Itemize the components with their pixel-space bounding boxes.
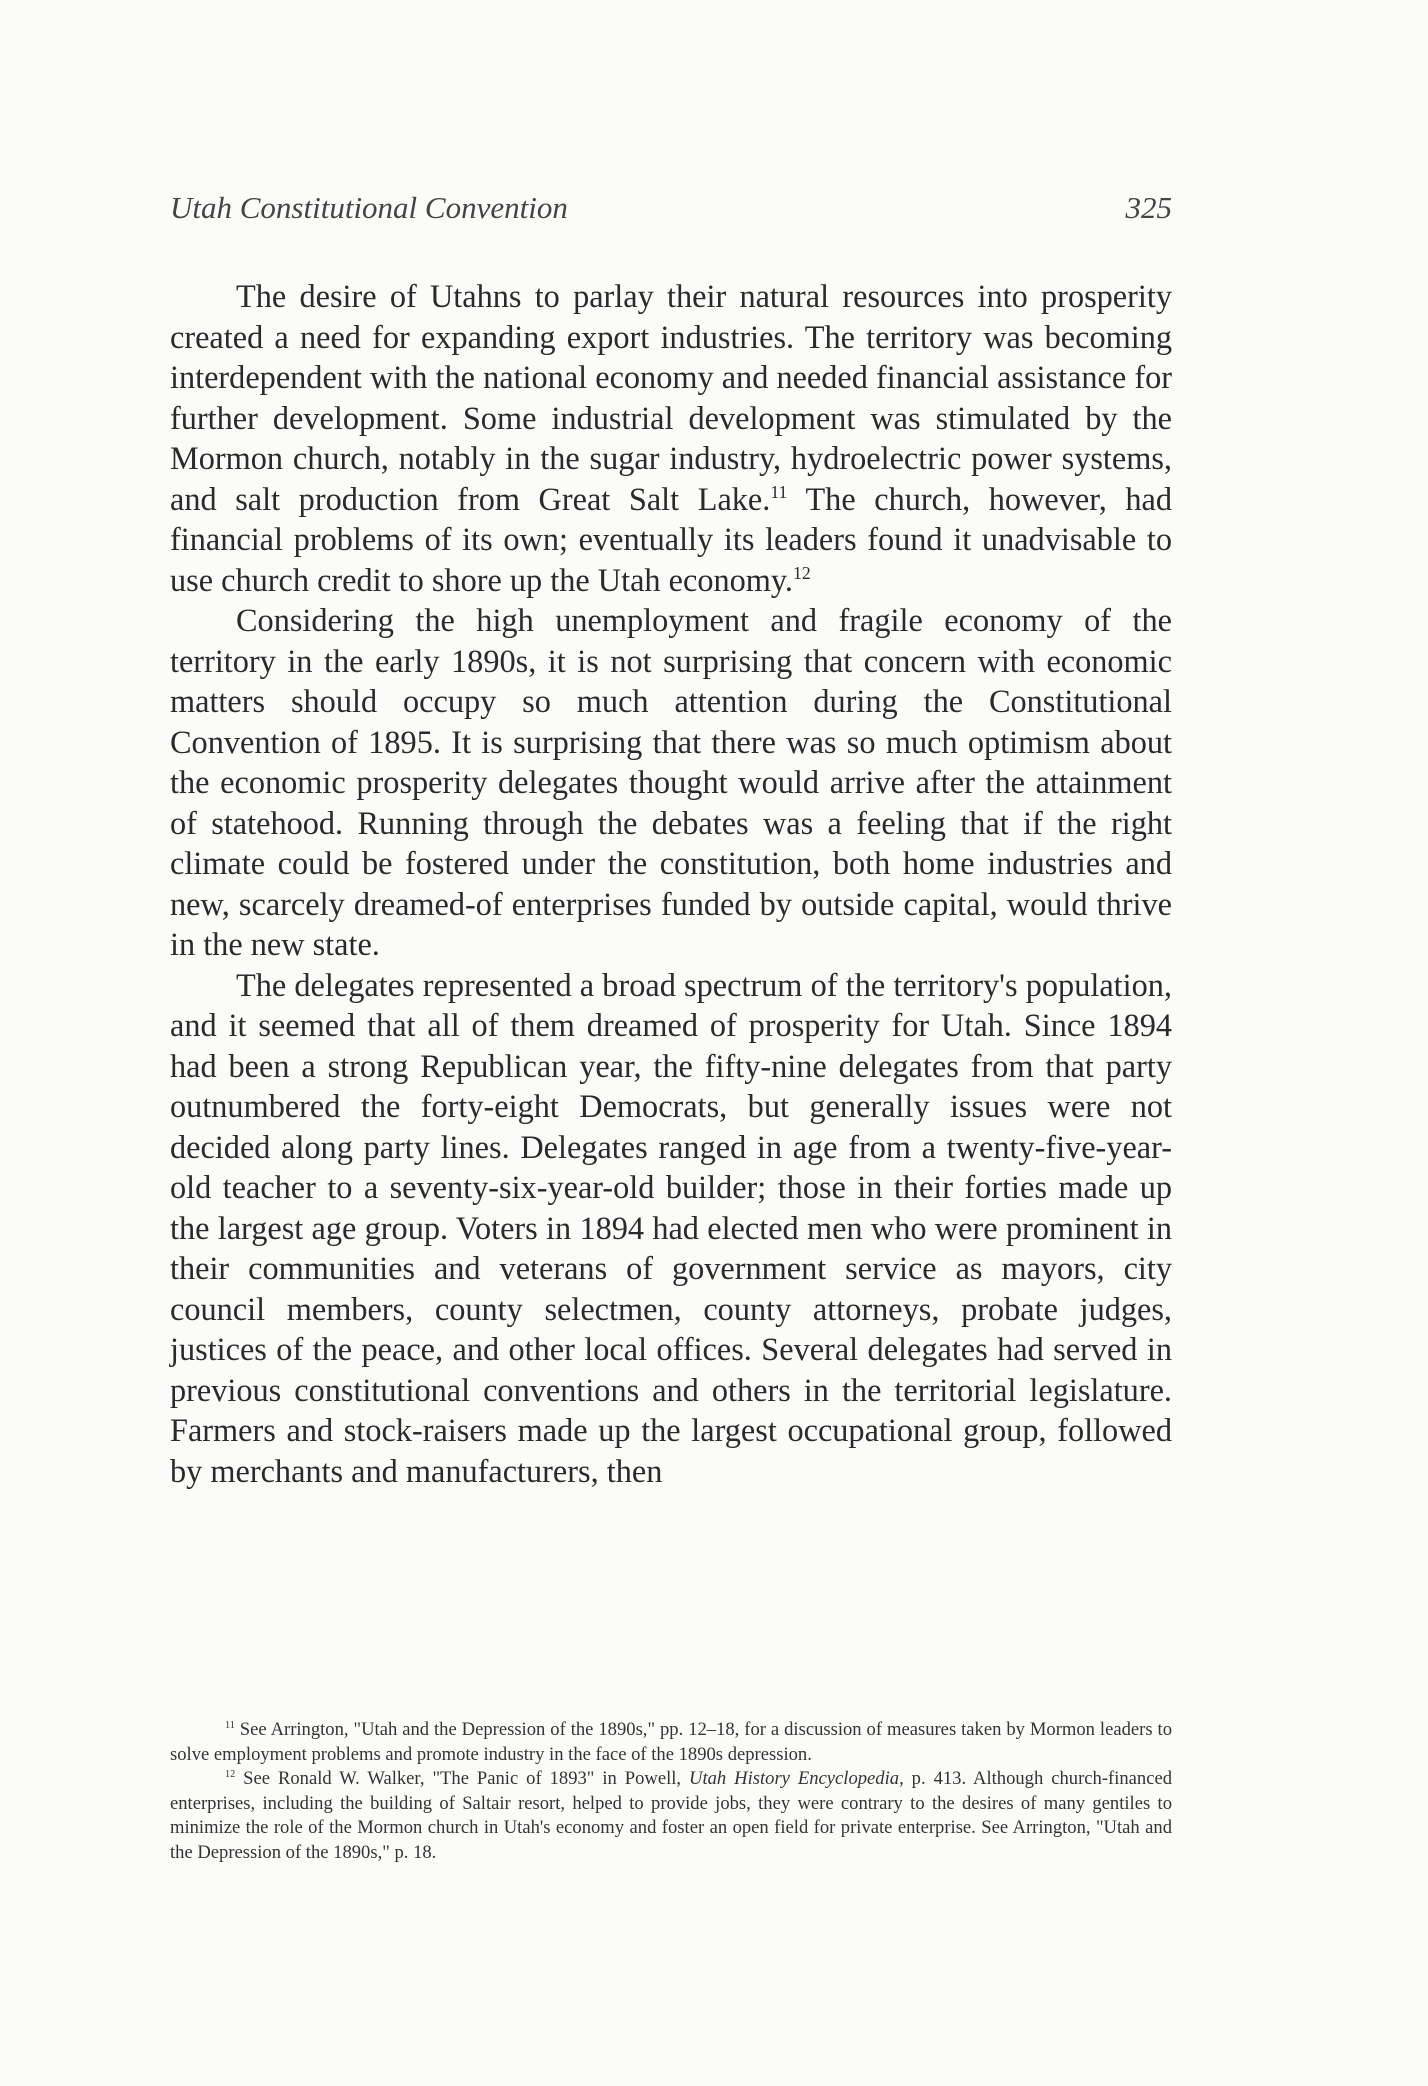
page xyxy=(170,190,1172,1491)
running-header xyxy=(170,190,1172,234)
footnote-number: 11 xyxy=(225,1719,235,1731)
footnote-text: See Ronald W. Walker, "The Panic of 1893" in Powell, xyxy=(235,1768,690,1789)
footnotes xyxy=(170,1718,1172,1865)
footnote-text: See Arrington, "Utah and the Depression of the 1890s," pp. 12–18, for a discussion of measures taken by Mormon leaders to solve employment problems and promote industry in the face of the 1890s depression. xyxy=(170,1719,1172,1765)
paragraph xyxy=(170,276,1172,600)
paragraph-text: The church, however, had financial problems of its own; eventually its leaders found it unadvisable to use church credit to shore up the Utah economy. xyxy=(170,480,1172,598)
paragraph: Considering the high unemployment and fragile economy of the territory in the early 1890s, it is not surprising that concern with economic matters should occupy so much attention during the Constitutional Convention of 1895. It is surprising that there was so much optimism about the economic prosperity delegates thought would arrive after the attainment of statehood. Running through the debates was a feeling that if the right climate could be fostered under the constitution, both home industries and new, scarcely dreamed-of enterprises funded by outside capital, would thrive in the new state. xyxy=(170,602,1172,962)
footnote xyxy=(170,1718,1172,1767)
page-number: 325 xyxy=(1125,190,1172,225)
footnote-italic-title: Utah History Encyclopedia xyxy=(689,1768,900,1789)
body-text xyxy=(170,276,1172,1491)
footnote-number: 12 xyxy=(225,1768,236,1780)
footnote-ref-12[interactable]: 12 xyxy=(793,562,811,583)
paragraph: The delegates represented a broad spectrum of the territory's population, and it seemed that all of them dreamed of prosperity for Utah. Since 1894 had been a strong Republican year, the fifty-nine delegates from that party outnumbered the forty-eight Democrats, but generally issues were not decided along party lines. Delegates ranged in age from a twenty-five-year-old teacher to a seventy-six-year-old builder; those in their forties made up the largest age group. Voters in 1894 had elected men who were prominent in their communities and veterans of government service as mayors, city council members, county selectmen, county attorneys, probate judges, justices of the peace, and other local offices. Several delegates had served in previous constitutional conventions and others in the territorial legislature. Farmers and stock-raisers made up the largest occupational group, followed by merchants and manufacturers, then xyxy=(170,966,1172,1489)
footnote-ref-11[interactable]: 11 xyxy=(770,481,788,502)
running-title: Utah Constitutional Convention xyxy=(170,190,568,225)
footnote-text: , p. 413. Although church-financed enterprises, including the building of Saltair resort, helped to provide jobs, they were contrary to the desires of many gentiles to minimize the role of the Mormon church in Utah's economy and foster an open field for private enterprise. See Arrington, "Utah and the Depression of the 1890s," p. 18. xyxy=(170,1768,1173,1863)
paragraph-text: The desire of Utahns to parlay their natural resources into prosperity created a need for expanding export industries. The territory was becoming interdependent with the national economy and needed financial assistance for further development. Some industrial development was stimulated by the Mormon church, notably in the sugar industry, hydroelectric power systems, and salt production from Great Salt Lake. xyxy=(170,278,1172,517)
footnote xyxy=(170,1767,1172,1865)
